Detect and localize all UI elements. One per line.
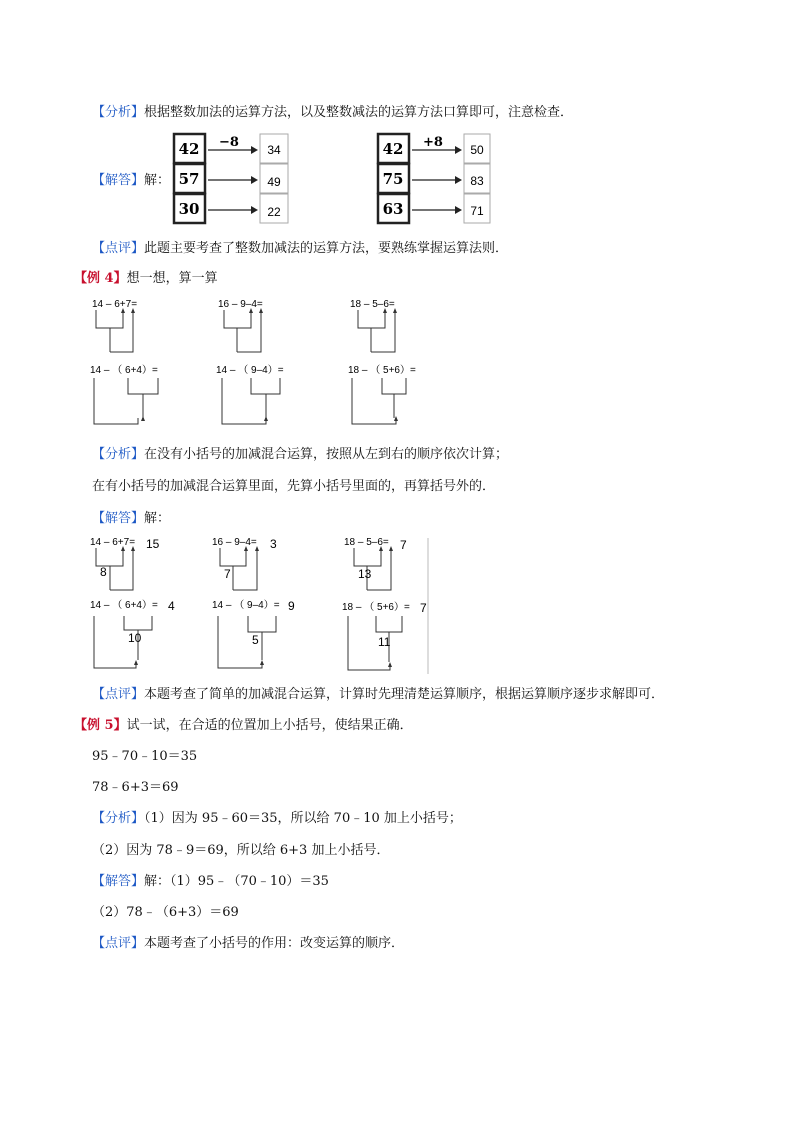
output-value: 22 xyxy=(267,205,281,219)
solution-intermediate: 8 xyxy=(100,565,107,579)
input-value: 30 xyxy=(178,200,200,218)
answer-tag: 【解答】 xyxy=(92,511,145,526)
arrow-icon xyxy=(455,146,462,154)
analysis-tag: 【分析】 xyxy=(92,105,145,120)
problem-expression: 18 – 5–6= xyxy=(344,537,389,548)
analysis-tag: 【分析】 xyxy=(92,447,145,462)
ex4-analysis xyxy=(92,446,508,464)
operation-label: −8 xyxy=(219,135,239,150)
answer-text: 解： xyxy=(144,173,171,188)
problem-expression: 18 – （ 5+6）= xyxy=(342,602,410,613)
input-value: 42 xyxy=(178,140,200,158)
ex3-analysis xyxy=(92,104,573,122)
analysis-text: （1）因为 95﹣60＝35，所以给 70﹣10 加上小括号； xyxy=(144,811,462,826)
operation-label: +8 xyxy=(423,135,443,150)
comment-tag: 【点评】 xyxy=(92,936,145,951)
analysis-text: 在没有小括号的加减混合运算，按照从左到右的顺序依次计算； xyxy=(144,447,509,462)
problem-expression: 14 – （ 9–4）= xyxy=(212,600,280,611)
solution-result: 3 xyxy=(270,537,277,551)
output-value: 83 xyxy=(470,174,484,188)
solution-result: 15 xyxy=(146,537,160,551)
analysis-tag: 【分析】 xyxy=(92,811,145,826)
ex3-comment xyxy=(92,240,508,258)
ex3-answer xyxy=(92,172,170,190)
problem-expression: 14 – 6+7= xyxy=(90,537,136,548)
problem-expression: 18 – 5–6= xyxy=(350,299,395,310)
solution-result: 7 xyxy=(400,538,407,552)
left-operation-table xyxy=(172,132,292,226)
solution-result: 7 xyxy=(420,601,427,615)
ex4-solution-diagrams xyxy=(86,534,446,676)
ex4-comment xyxy=(92,686,664,704)
solution-intermediate: 11 xyxy=(378,635,391,649)
ex5-comment xyxy=(92,935,404,953)
ex5-analysis xyxy=(92,810,462,828)
answer-tag: 【解答】 xyxy=(92,874,145,889)
problem-expression: 16 – 9–4= xyxy=(212,537,257,548)
comment-tag: 【点评】 xyxy=(92,687,145,702)
problem-expression: 14 – （ 6+4）= xyxy=(90,365,158,376)
problem-expression: 14 – （ 6+4）= xyxy=(90,600,158,611)
solution-intermediate: 13 xyxy=(358,567,372,581)
comment-text: 本题考查了小括号的作用：改变运算的顺序． xyxy=(144,936,405,951)
problem-expression: 18 – （ 5+6）= xyxy=(348,365,416,376)
input-value: 63 xyxy=(382,200,404,218)
answer-text: 解：（1）95﹣（70﹣10）＝35 xyxy=(144,874,329,889)
input-value: 75 xyxy=(382,170,404,188)
example-label: 【例 5】 xyxy=(74,718,127,733)
ex4-heading xyxy=(74,270,218,288)
output-value: 50 xyxy=(470,143,484,157)
ex4-analysis-line-2: 在有小括号的加减混合运算里面，先算小括号里面的，再算括号外的． xyxy=(92,479,496,494)
solution-intermediate: 5 xyxy=(252,633,259,647)
analysis-text: 根据整数加法的运算方法，以及整数减法的运算方法口算即可，注意检查． xyxy=(144,105,574,120)
example-prompt: 想一想，算一算 xyxy=(126,271,218,286)
ex5-question-1: 95﹣70﹣10＝35 xyxy=(92,749,198,764)
arrow-icon xyxy=(251,206,258,214)
comment-text: 本题考查了简单的加减混合运算，计算时先理清楚运算顺序，根据运算顺序逐步求解即可． xyxy=(144,687,665,702)
ex5-answer-line-2: （2）78﹣（6+3）＝69 xyxy=(92,905,239,920)
output-value: 34 xyxy=(267,143,281,157)
input-value: 57 xyxy=(178,170,200,188)
arrow-icon xyxy=(251,176,258,184)
ex5-analysis-line-2: （2）因为 78﹣9＝69，所以给 6+3 加上小括号． xyxy=(92,843,390,858)
output-value: 71 xyxy=(470,204,484,218)
problem-expression: 16 – 9–4= xyxy=(218,299,263,310)
ex5-question-2: 78﹣6+3＝69 xyxy=(92,780,179,795)
arrow-icon xyxy=(251,146,258,154)
ex4-problem-diagrams xyxy=(86,296,466,436)
problem-expression: 14 – （ 9–4）= xyxy=(216,365,284,376)
solution-result: 4 xyxy=(168,599,175,613)
comment-text: 此题主要考查了整数加减法的运算方法，要熟练掌握运算法则． xyxy=(144,241,509,256)
example-label: 【例 4】 xyxy=(74,271,127,286)
output-value: 49 xyxy=(267,175,281,189)
solution-result: 9 xyxy=(288,599,295,613)
ex5-heading xyxy=(74,717,413,735)
right-operation-table xyxy=(376,132,496,226)
ex4-answer xyxy=(92,510,170,528)
comment-tag: 【点评】 xyxy=(92,241,145,256)
arrow-icon xyxy=(455,206,462,214)
solution-intermediate: 10 xyxy=(128,631,142,645)
input-value: 42 xyxy=(382,140,404,158)
answer-tag: 【解答】 xyxy=(92,173,145,188)
ex5-answer xyxy=(92,873,329,891)
problem-expression: 14 – 6+7= xyxy=(92,299,138,310)
example-prompt: 试一试，在合适的位置加上小括号，使结果正确． xyxy=(126,718,413,733)
arrow-icon xyxy=(455,176,462,184)
solution-intermediate: 7 xyxy=(224,567,231,581)
answer-text: 解： xyxy=(144,511,171,526)
